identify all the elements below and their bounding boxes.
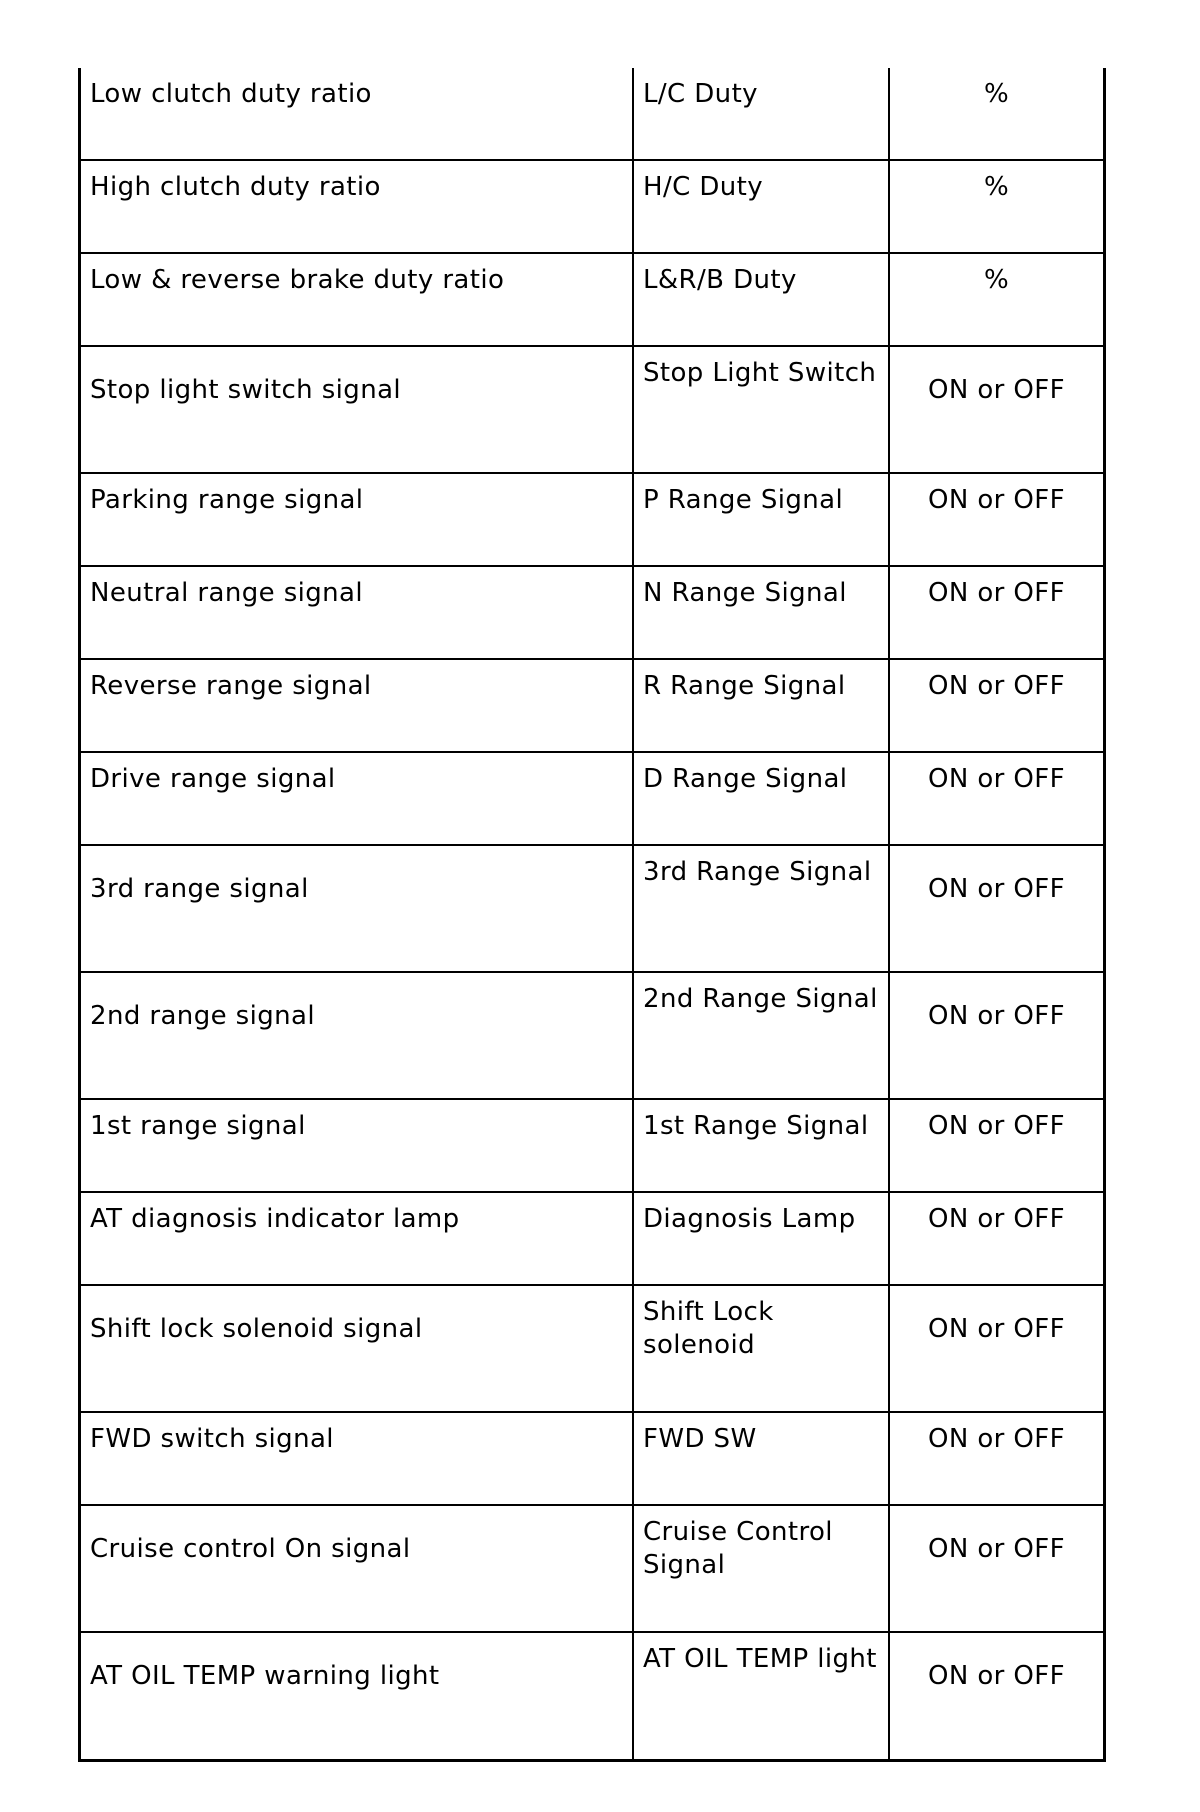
- item-cell: Drive range signal: [81, 753, 634, 844]
- item-cell: Cruise control On signal: [81, 1506, 634, 1631]
- table-row: [81, 1506, 1103, 1633]
- table-row: [81, 973, 1103, 1100]
- display-cell: Diagnosis Lamp: [634, 1193, 890, 1284]
- display-cell: H/C Duty: [634, 161, 890, 252]
- display-cell: 1st Range Signal: [634, 1100, 890, 1191]
- item-cell: Parking range signal: [81, 474, 634, 565]
- unit-cell: ON or OFF: [927, 578, 1065, 608]
- unit-cell: %: [983, 79, 1010, 109]
- table-row: [81, 567, 1103, 660]
- unit-cell: ON or OFF: [927, 1111, 1065, 1141]
- table-row: [81, 347, 1103, 474]
- item-cell: Low & reverse brake duty ratio: [81, 254, 634, 345]
- item-cell: Reverse range signal: [81, 660, 634, 751]
- display-cell: L/C Duty: [634, 68, 890, 159]
- unit-cell: ON or OFF: [927, 1424, 1065, 1454]
- table-row: [81, 161, 1103, 254]
- unit-cell: ON or OFF: [927, 1204, 1065, 1234]
- item-cell: FWD switch signal: [81, 1413, 634, 1504]
- table-row: [81, 254, 1103, 347]
- item-cell: 1st range signal: [81, 1100, 634, 1191]
- display-cell: R Range Signal: [634, 660, 890, 751]
- item-cell: Stop light switch signal: [81, 347, 634, 472]
- unit-cell: ON or OFF: [927, 1661, 1065, 1691]
- item-cell: AT diagnosis indicator lamp: [81, 1193, 634, 1284]
- table-row: [81, 660, 1103, 753]
- table-row: [81, 1633, 1103, 1759]
- display-cell: N Range Signal: [634, 567, 890, 658]
- item-cell: Shift lock solenoid signal: [81, 1286, 634, 1411]
- display-cell: Cruise Control Signal: [634, 1506, 890, 1631]
- unit-cell: ON or OFF: [927, 1314, 1065, 1344]
- unit-cell: ON or OFF: [927, 1534, 1065, 1564]
- item-cell: High clutch duty ratio: [81, 161, 634, 252]
- item-cell: Low clutch duty ratio: [81, 68, 634, 159]
- table-row: [81, 474, 1103, 567]
- unit-cell: ON or OFF: [927, 485, 1065, 515]
- unit-cell: %: [983, 172, 1010, 202]
- table-row: [81, 68, 1103, 161]
- display-cell: FWD SW: [634, 1413, 890, 1504]
- item-cell: 3rd range signal: [81, 846, 634, 971]
- table-row: [81, 1413, 1103, 1506]
- item-cell: 2nd range signal: [81, 973, 634, 1098]
- unit-cell: ON or OFF: [927, 671, 1065, 701]
- display-cell: L&R/B Duty: [634, 254, 890, 345]
- unit-cell: ON or OFF: [927, 375, 1065, 405]
- item-cell: AT OIL TEMP warning light: [81, 1633, 634, 1759]
- unit-cell: ON or OFF: [927, 874, 1065, 904]
- display-cell: D Range Signal: [634, 753, 890, 844]
- table-row: [81, 846, 1103, 973]
- display-cell: 3rd Range Signal: [634, 846, 890, 971]
- table-row: [81, 753, 1103, 846]
- unit-cell: %: [983, 265, 1010, 295]
- data-table: [78, 68, 1106, 1762]
- display-cell: Stop Light Switch: [634, 347, 890, 472]
- display-cell: P Range Signal: [634, 474, 890, 565]
- table-row: [81, 1100, 1103, 1193]
- table-row: [81, 1193, 1103, 1286]
- item-cell: Neutral range signal: [81, 567, 634, 658]
- table-row: [81, 1286, 1103, 1413]
- display-cell: AT OIL TEMP light: [634, 1633, 890, 1759]
- unit-cell: ON or OFF: [927, 1001, 1065, 1031]
- unit-cell: ON or OFF: [927, 764, 1065, 794]
- display-cell: Shift Lock solenoid: [634, 1286, 890, 1411]
- display-cell: 2nd Range Signal: [634, 973, 890, 1098]
